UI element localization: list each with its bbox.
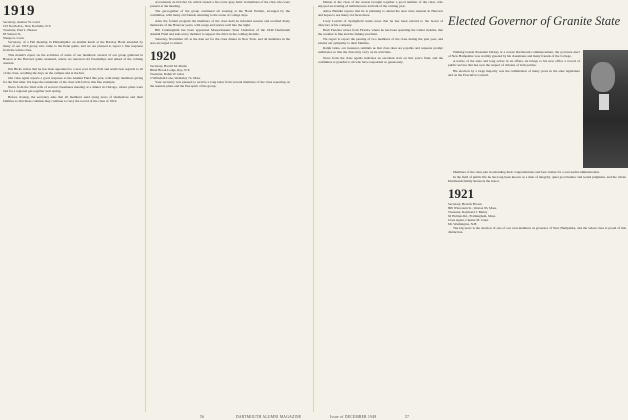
body-paragraph: Before closing, the secretary asks that all members send along news of themselves and their families so that these columns may continue to carry the record of the class of 1919. [3,94,143,103]
address-line: Treasurer, Ralph W. Giles [150,72,185,77]
body-paragraph: Amos Blandin reports that he is planning to attend the next class reunion in Hanover and hopes to see many old faces there. [318,9,443,18]
body-paragraph: A native of the state and long active in its affairs, he brings to his new office a record of public service that has won the respect of citizens of both parties. [448,59,580,68]
address-line: Secretary, Harold M. Marsh [150,64,187,69]
body-paragraph: The get-together of the group continued all evening at the Hotel Puritan, arranged by the committee, with many old friends returning to the scene of college days. [150,9,290,18]
address-line: Secretary, Andrew W. Laird [3,20,40,24]
address-line: 83 Stetson St. [3,32,22,36]
address-line: 2 Whitehall Lane, Wellesley 72, Mass. [150,76,201,81]
body-paragraph: We regret to report the passing of two members of the class during the past year, and extend our sympathy to their families. [318,37,443,46]
address-line: 103 North Ave., New Rochelle, N.Y. [3,24,52,28]
column-4-bottom [448,170,626,408]
portrait-face [591,62,615,92]
column-rule [145,6,146,412]
body-paragraph: This month's report on the activities of some of our members: several of our group gathered in Boston at the Harvard game weekend, where we renewed old friendships and talked of the coming reunion. [3,53,143,66]
page-number-right: 57 [405,415,410,419]
class-address-block [150,64,290,80]
address-line: Treasurer, Raymond J. Bailey [448,210,488,215]
body-paragraph: accountants on October 16, which caused a few extra 'grey hairs' in members of the class who were present at the meeting. [150,0,290,9]
class-address-block [448,202,626,226]
body-paragraph: The big news is the election of one of our own members as governor of New Hampshire, and the whole class is proud of this distinction. [448,226,626,235]
issue-date: Issue of DECEMBER 1948 [330,415,377,419]
address-line: 62 Holmes Rd., Framingham, Mass. [448,214,496,219]
body-paragraph: News from the West tells of several classmates meeting at a dinner in Chicago, where plans were laid for a regional get-together next spring. [3,85,143,94]
page-gutter [313,6,314,412]
address-line: Westport, Conn. [3,36,25,40]
column-2 [150,0,290,408]
body-paragraph: Jim Hicks writes that he has been appointed to a new post in his firm and sends best regards to all of the class, recalling the days on the campus and at the Inn. [3,66,143,75]
page-number-left: 56 [200,415,205,419]
column-4-top [448,50,580,168]
body-paragraph: Ralph Giles, our treasurer, reminds us that class dues are payable and requests prompt remittance so that the class may carry on its activities. [318,46,443,55]
class-address-block [3,20,143,40]
body-paragraph: Our class agent reports a good response to the Alumni Fund this year, with many members giving for the first time. We hope the remainder of the class will follow this fine example. [3,75,143,84]
body-paragraph: Bill Cunningham has been appointed Massachusetts State Chairman of the 1949 Dartmouth Alumni Fund and asks every member to support the drive in the coming months. [150,27,290,36]
body-paragraph: Walking beside President Dickey at a recent Dartmouth commencement, the governor-elect of New Hampshire was warmly greeted by his classmates and many friends of the College. [448,50,580,59]
body-paragraph: Your secretary was pleased to receive a long letter from several members of the class reporting on the reunion plans and the fine spirit of the group. [150,80,290,89]
body-paragraph: News from the class agents indicates an excellent start on this year's fund, and the committee is grateful to all who have responded so generously. [318,55,443,64]
column-1 [3,0,143,408]
magazine-title: DARTMOUTH ALUMNI MAGAZINE [236,415,302,419]
body-paragraph: Members of the class join in extending their congratulations and best wishes for a successful administration. [453,170,600,174]
body-paragraph: After the formal program the members of the class held an informal session and recalled many memories of the Hanover years, with songs and stories well into the night. [150,18,290,27]
body-paragraph: Secretary, of a Fall meeting in Philadelphia: an alumni lunch at the Barclay Hotel attended by many of our 1919 group who came to the Penn game, and we are pleased to report a fine response from the whole class. [3,40,143,53]
address-line: Secretary, Herrick Brown [448,202,482,207]
class-year-heading: 1919 [3,3,35,19]
body-paragraph: Dinner at the close of the season brought together a good number of the class, who enjoyed an evening of reminiscence and talk of the coming year. [318,0,443,9]
body-paragraph: In the field of public life he has long been known as a man of integrity, quiet good humor and sound judgment, and the whole Dartmouth family shares in the honor. [448,175,626,184]
body-paragraph: Saturday, November 20, is the date set for the class dinner in New York, and all members in the area are urged to attend. [150,37,290,46]
body-paragraph: His election by a large majority was the culmination of many years in the state legislature and on the Executive Council. [448,68,580,77]
address-line: Class Agent, Chester M. Jones [448,218,489,223]
address-line: Blind Brook Lodge, Rye, N.Y. [150,68,191,73]
article-headline: Elected Governor of Granite State [448,14,621,28]
portrait-collar [599,94,609,110]
address-line: Treasurer, Paul L. Heaton [3,28,37,32]
class-year-heading: 1920 [150,48,176,64]
address-line: 800 Wisconsin St., Weston 93, Mass. [448,206,497,211]
body-paragraph: Herb Fletcher writes from Florida, where he has been spending the winter months, that the weather is fine and the fishing excellent. [318,27,443,36]
column-3 [318,0,443,408]
body-paragraph: Larry Leavitt of Springfield sends news that he has been elected to the board of directors of his company. [318,18,443,27]
class-year-heading: 1921 [448,186,474,202]
portrait-photo-icon [583,50,628,168]
address-line: Mt. Washington, N.H. [448,222,478,227]
